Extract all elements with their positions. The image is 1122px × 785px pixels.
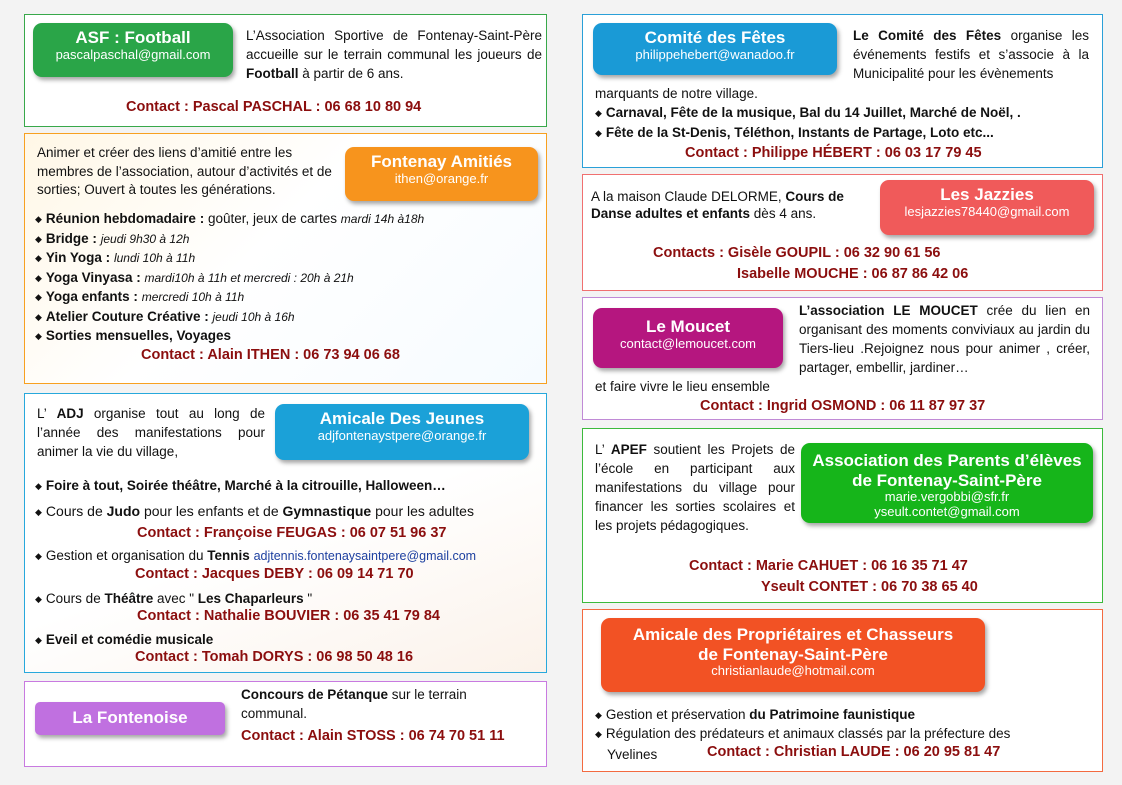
fetes-title: Comité des Fêtes — [644, 28, 786, 47]
list-item: ◆ Gestion et préservation du Patrimoine faunistique — [595, 707, 916, 722]
jeunes-contact-eveil: Contact : Tomah DORYS : 06 98 50 48 16 — [135, 649, 414, 665]
fontenoise-tag — [35, 702, 225, 735]
apef-contact-2: Yseult CONTET : 06 70 38 65 40 — [761, 579, 978, 595]
moucet-description-more: et faire vivre le lieu ensemble — [595, 379, 770, 394]
list-item: ◆ Cours de Théâtre avec " Les Chaparleurs " — [35, 591, 313, 606]
jeunes-contact-tennis: Contact : Jacques DEBY : 06 09 14 71 70 — [135, 566, 414, 582]
list-item: ◆ Bridge : jeudi 9h30 à 12h — [35, 231, 190, 246]
fetes-contact: Contact : Philippe HÉBERT : 06 03 17 79 45 — [685, 145, 982, 161]
jeunes-title: Amicale Des Jeunes — [319, 409, 485, 428]
moucet-contact: Contact : Ingrid OSMOND : 06 11 87 97 37 — [700, 398, 986, 414]
amities-card — [24, 133, 547, 384]
fetes-description: Le Comité des Fêtes organise les événements festifs et s’associe à la Municipalité pour les évènements — [853, 28, 1089, 81]
fontenoise-contact: Contact : Alain STOSS : 06 74 70 51 11 — [241, 728, 505, 744]
chasseurs-email[interactable]: christianlaude@hotmail.com — [711, 663, 875, 679]
list-item: ◆ Cours de Judo pour les enfants et de Gymnastique pour les adultes — [35, 503, 474, 519]
apef-card — [582, 428, 1103, 603]
asf-email[interactable]: pascalpaschal@gmail.com — [55, 46, 211, 62]
asf-description: L’Association Sportive de Fontenay-Saint-Père accueille sur le terrain communal les joueurs de Football à partir de 6 ans. — [246, 28, 542, 81]
moucet-title: Le Moucet — [645, 317, 731, 336]
fetes-description-more: marquants de notre village. — [595, 86, 758, 101]
jeunes-card — [24, 393, 547, 673]
chasseurs-card — [582, 609, 1103, 772]
list-item: ◆ Sorties mensuelles, Voyages — [35, 328, 232, 343]
apef-contact-1: Contact : Marie CAHUET : 06 16 35 71 47 — [689, 558, 968, 574]
list-item: ◆ Eveil et comédie musicale — [35, 632, 214, 647]
moucet-email[interactable]: contact@lemoucet.com — [619, 335, 757, 351]
jeunes-email[interactable]: adjfontenaystpere@orange.fr — [317, 427, 487, 443]
chasseurs-title: Amicale des Propriétaires et Chasseurs de Fontenay-Saint-Père — [632, 625, 954, 664]
list-item: ◆ Régulation des prédateurs et animaux classés par la préfecture des — [595, 726, 1011, 741]
list-item: ◆ Réunion hebdomadaire : goûter, jeux de cartes mardi 14h à18h — [35, 211, 425, 226]
apef-title: Association des Parents d’élèves de Fontenay-Saint-Père — [812, 451, 1082, 490]
jazzies-card — [582, 174, 1103, 291]
list-item: ◆ Fête de la St-Denis, Téléthon, Instants de Partage, Loto etc... — [595, 125, 994, 140]
amities-email[interactable]: ithen@orange.fr — [394, 170, 489, 186]
jeunes-contact-judo: Contact : Françoise FEUGAS : 06 07 51 96 37 — [137, 525, 447, 541]
apef-tag — [801, 443, 1093, 523]
jazzies-title: Les Jazzies — [940, 185, 1034, 204]
fetes-tag — [593, 23, 837, 75]
apef-email-1[interactable]: marie.vergobbi@sfr.fr — [884, 489, 1010, 505]
jeunes-contact-theatre: Contact : Nathalie BOUVIER : 06 35 41 79 84 — [137, 608, 440, 624]
asf-contact: Contact : Pascal PASCHAL : 06 68 10 80 94 — [126, 99, 422, 115]
list-item: ◆ Yoga enfants : mercredi 10h à 11h — [35, 289, 245, 304]
asf-tag — [33, 23, 233, 77]
jazzies-contact-1: Contacts : Gisèle GOUPIL : 06 32 90 61 56 — [653, 245, 941, 261]
chasseurs-tag — [601, 618, 985, 692]
asf-card — [24, 14, 547, 127]
fontenoise-title: La Fontenoise — [72, 708, 188, 727]
chasseurs-item2-more: Yvelines — [607, 747, 658, 762]
list-item: ◆ Yin Yoga : lundi 10h à 11h — [35, 250, 196, 265]
fetes-card — [582, 14, 1103, 168]
jazzies-description: A la maison Claude DELORME, Cours de Danse adultes et enfants dès 4 ans. — [591, 189, 844, 221]
amities-description: Animer et créer des liens d’amitié entre les membres de l’association, autour d’activités et de sorties; Ouvert à toutes les générations. — [37, 145, 332, 197]
fontenoise-card — [24, 681, 547, 767]
apef-email-2[interactable]: yseult.contet@gmail.com — [874, 504, 1020, 520]
apef-description: L’ APEF soutient les Projets de l’école en participant aux manifestations du village pour financer les sorties scolaires et les projets pédagogiques. — [595, 442, 795, 533]
fontenoise-description: Concours de Pétanque sur le terrain communal. — [241, 687, 467, 721]
list-item: ◆ Atelier Couture Créative : jeudi 10h à 16h — [35, 309, 295, 324]
amities-tag — [345, 147, 538, 201]
jeunes-description: L’ ADJ organise tout au long de l’année des manifestations pour animer la vie du village, — [37, 406, 265, 459]
jeunes-tag — [275, 404, 529, 460]
list-item: ◆ Gestion et organisation du Tennis adjtennis.fontenaysaintpere@gmail.com — [35, 548, 477, 563]
amities-title: Fontenay Amitiés — [370, 152, 513, 171]
list-item: ◆ Yoga Vinyasa : mardi10h à 11h et mercredi : 20h à 21h — [35, 270, 354, 285]
tennis-email[interactable]: adjtennis.fontenaysaintpere@gmail.com — [253, 549, 477, 563]
chasseurs-contact: Contact : Christian LAUDE : 06 20 95 81 47 — [707, 744, 1001, 760]
jazzies-contact-2: Isabelle MOUCHE : 06 87 86 42 06 — [737, 266, 969, 282]
amities-contact: Contact : Alain ITHEN : 06 73 94 06 68 — [141, 347, 400, 363]
jazzies-email[interactable]: lesjazzies78440@gmail.com — [904, 203, 1070, 219]
asf-title: ASF : Football — [75, 28, 191, 47]
moucet-description: L’association LE MOUCET crée du lien en organisant des moments conviviaux au jardin du Tiers-lieu .Rejoignez nous pour animer , créer, partager, embellir, jardiner… — [799, 303, 1090, 375]
list-item: ◆ Carnaval, Fête de la musique, Bal du 14 Juillet, Marché de Noël, . — [595, 105, 1021, 120]
list-item: ◆ Foire à tout, Soirée théâtre, Marché à la citrouille, Halloween… — [35, 478, 446, 493]
jazzies-tag — [880, 180, 1094, 235]
fetes-email[interactable]: philippehebert@wanadoo.fr — [635, 46, 795, 62]
moucet-tag — [593, 308, 783, 368]
moucet-card — [582, 297, 1103, 420]
